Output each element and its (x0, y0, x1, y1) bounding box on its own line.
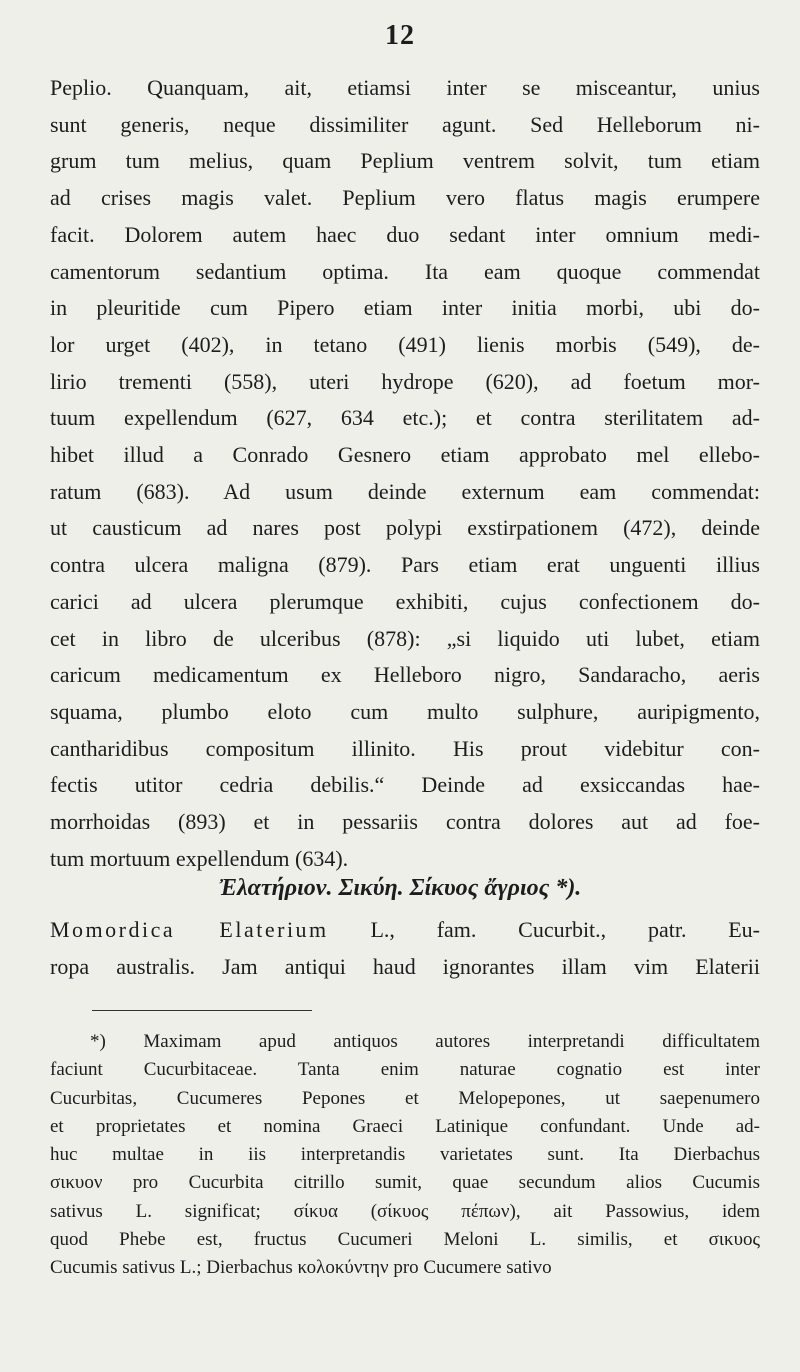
text-line: tum mortuum expellendum (634). (50, 845, 349, 871)
footnote-line: huc multae in iis interpretandis varietates sunt. Ita Dierbachus (50, 1144, 760, 1166)
text-line: in pleuritide cum Pipero etiam inter initia morbi, ubi do- (50, 295, 760, 321)
text-line: cet in libro de ulceribus (878): „si liquido uti lubet, etiam (50, 625, 760, 651)
text-line: cantharidibus compositum illinito. His prout videbitur con- (50, 735, 760, 761)
text-line: fectis utitor cedria debilis.“ Deinde ad exsiccandas hae- (50, 772, 760, 798)
species-details: L., fam. Cucurbit., patr. Eu- (370, 917, 760, 942)
footnote-line: Cucumis sativus L.; Dierbachus κολοκύντην pro Cucumere sativo (50, 1257, 552, 1279)
footnote-line: quod Phebe est, fructus Cucumeri Meloni L. similis, et σικυος (50, 1229, 760, 1251)
footnote-line: Cucurbitas, Cucumeres Pepones et Melopepones, ut saepenumero (50, 1087, 760, 1109)
footnote-line: sativus L. significat; σίκυα (σίκυος πέπων), ait Passowius, idem (50, 1200, 760, 1222)
footnote-line: et proprietates et nomina Graeci Latinique confundant. Unde ad- (50, 1115, 760, 1137)
text-line: facit. Dolorem autem haec duo sedant inter omnium medi- (50, 221, 760, 247)
text-line: contra ulcera maligna (879). Pars etiam erat unguenti illius (50, 552, 760, 578)
text-line: grum tum melius, quam Peplium ventrem solvit, tum etiam (50, 148, 760, 174)
text-line: lirio trementi (558), uteri hydrope (620), ad foetum mor- (50, 368, 760, 394)
text-line: caricum medicamentum ex Helleboro nigro, Sandaracho, aeris (50, 662, 760, 688)
footnote-line: *) Maximam apud antiquos autores interpretandi difficultatem (90, 1031, 760, 1052)
text-line: squama, plumbo eloto cum multo sulphure, auripigmento, (50, 698, 760, 724)
main-paragraph (50, 70, 760, 877)
text-line: hibet illud a Conrado Gesnero etiam approbato mel ellebo- (50, 442, 760, 468)
text-line: lor urget (402), in tetano (491) lienis morbis (549), de- (50, 331, 760, 357)
text-line: ratum (683). Ad usum deinde externum eam commendat: (50, 478, 760, 504)
footnote (50, 1028, 760, 1283)
section-heading: Ἐλατήριον. Σικύη. Σίκυος ἄγριος *). (218, 875, 582, 901)
text-line: carici ad ulcera plerumque exhibiti, cujus confectionem do- (50, 588, 760, 614)
text-line: ropa australis. Jam antiqui haud ignorantes illam vim Elaterii (50, 953, 760, 979)
footnote-divider (92, 1010, 312, 1011)
text-line: camentorum sedantium optima. Ita eam quoque commendat (50, 258, 760, 284)
text-line: tuum expellendum (627, 634 etc.); et contra sterilitatem ad- (50, 405, 760, 431)
text-line: morrhoidas (893) et in pessariis contra dolores aut ad foe- (50, 809, 760, 835)
section-paragraph (50, 912, 760, 985)
text-line: sunt generis, neque dissimiliter agunt. Sed Helleborum ni- (50, 111, 760, 137)
footnote-line: σικυον pro Cucurbita citrillo sumit, quae secundum alios Cucumis (50, 1172, 760, 1194)
species-name: Momordica Elaterium (50, 917, 329, 942)
text-line: Peplio. Quanquam, ait, etiamsi inter se misceantur, unius (50, 75, 760, 100)
footnote-line: faciunt Cucurbitaceae. Tanta enim naturae cognatio est inter (50, 1059, 760, 1081)
text-line (50, 912, 760, 949)
text-line: ad crises magis valet. Peplium vero flatus magis erumpere (50, 185, 760, 211)
page-number: 12 (385, 20, 415, 51)
text-line: ut causticum ad nares post polypi exstirpationem (472), deinde (50, 515, 760, 541)
